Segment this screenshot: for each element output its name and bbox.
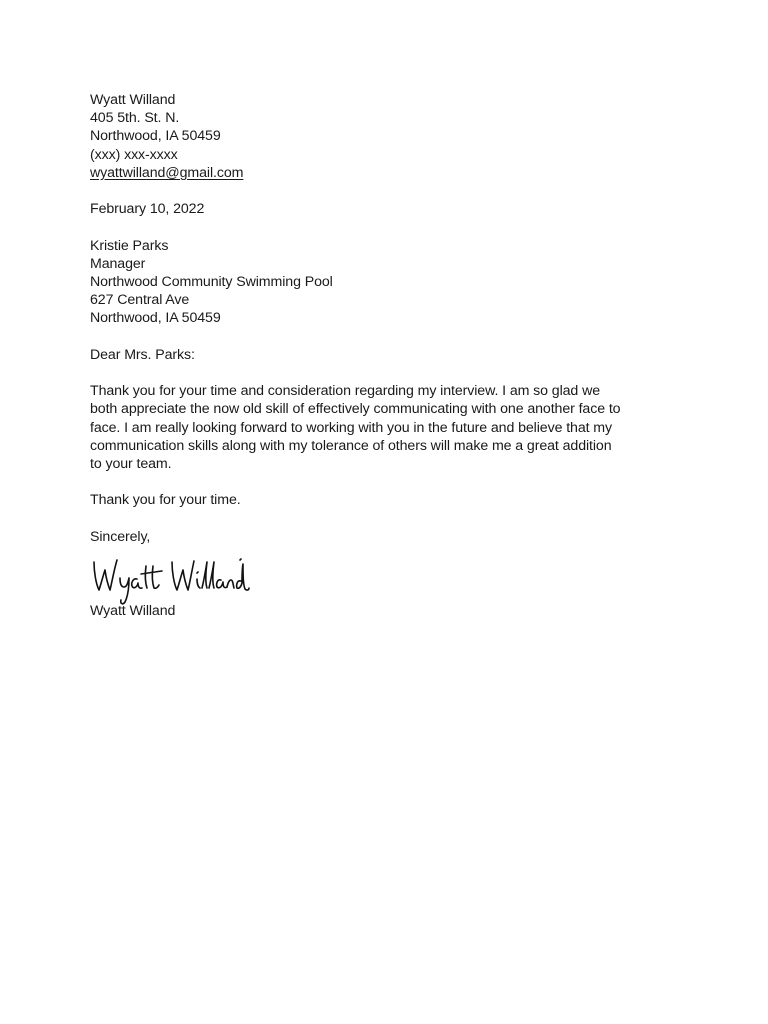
body-paragraph-line: communication skills along with my tolerance of others will make me a great addition: [90, 437, 612, 454]
body-paragraph-line: to your team.: [90, 456, 172, 472]
recipient-organization: Northwood Community Swimming Pool: [90, 274, 333, 290]
handwritten-signature: [90, 552, 250, 608]
closing-block: [90, 528, 690, 620]
salutation-block: [90, 346, 690, 364]
recipient-city-state-zip: Northwood, IA 50459: [90, 310, 221, 327]
closing: Sincerely,: [90, 528, 151, 545]
body-paragraph-line: both appreciate the now old skill of effectively communicating with one another face to: [90, 401, 621, 418]
body-paragraph-1: [90, 382, 690, 473]
sender-city-state-zip: Northwood, IA 50459: [90, 128, 221, 145]
recipient-street: 627 Central Ave: [90, 292, 190, 309]
body-paragraph-line: face. I am really looking forward to working with you in the future and believe that my: [90, 419, 613, 436]
body-paragraph-text: Thank you for your time.: [90, 492, 241, 509]
sender-name: Wyatt Willand: [90, 92, 176, 108]
body-paragraph-line: Thank you for your time and consideration regarding my interview. I am so glad we: [90, 383, 601, 400]
recipient-title: Manager: [90, 255, 146, 272]
sender-phone: (xxx) xxx-xxxx: [90, 146, 178, 163]
letter-date: February 10, 2022: [90, 201, 205, 218]
sender-address-block: [90, 91, 690, 182]
salutation: Dear Mrs. Parks:: [90, 346, 195, 363]
body-paragraph-2: [90, 491, 690, 509]
recipient-name: Kristie Parks: [90, 237, 169, 254]
sender-email-link[interactable]: wyattwilland@gmail.com: [90, 164, 244, 181]
sender-street: 405 5th. St. N.: [90, 110, 180, 127]
letter-date-block: [90, 200, 690, 218]
thank-you-letter: [90, 91, 690, 620]
recipient-address-block: [90, 237, 690, 328]
signer-name: Wyatt Willand: [90, 602, 176, 619]
